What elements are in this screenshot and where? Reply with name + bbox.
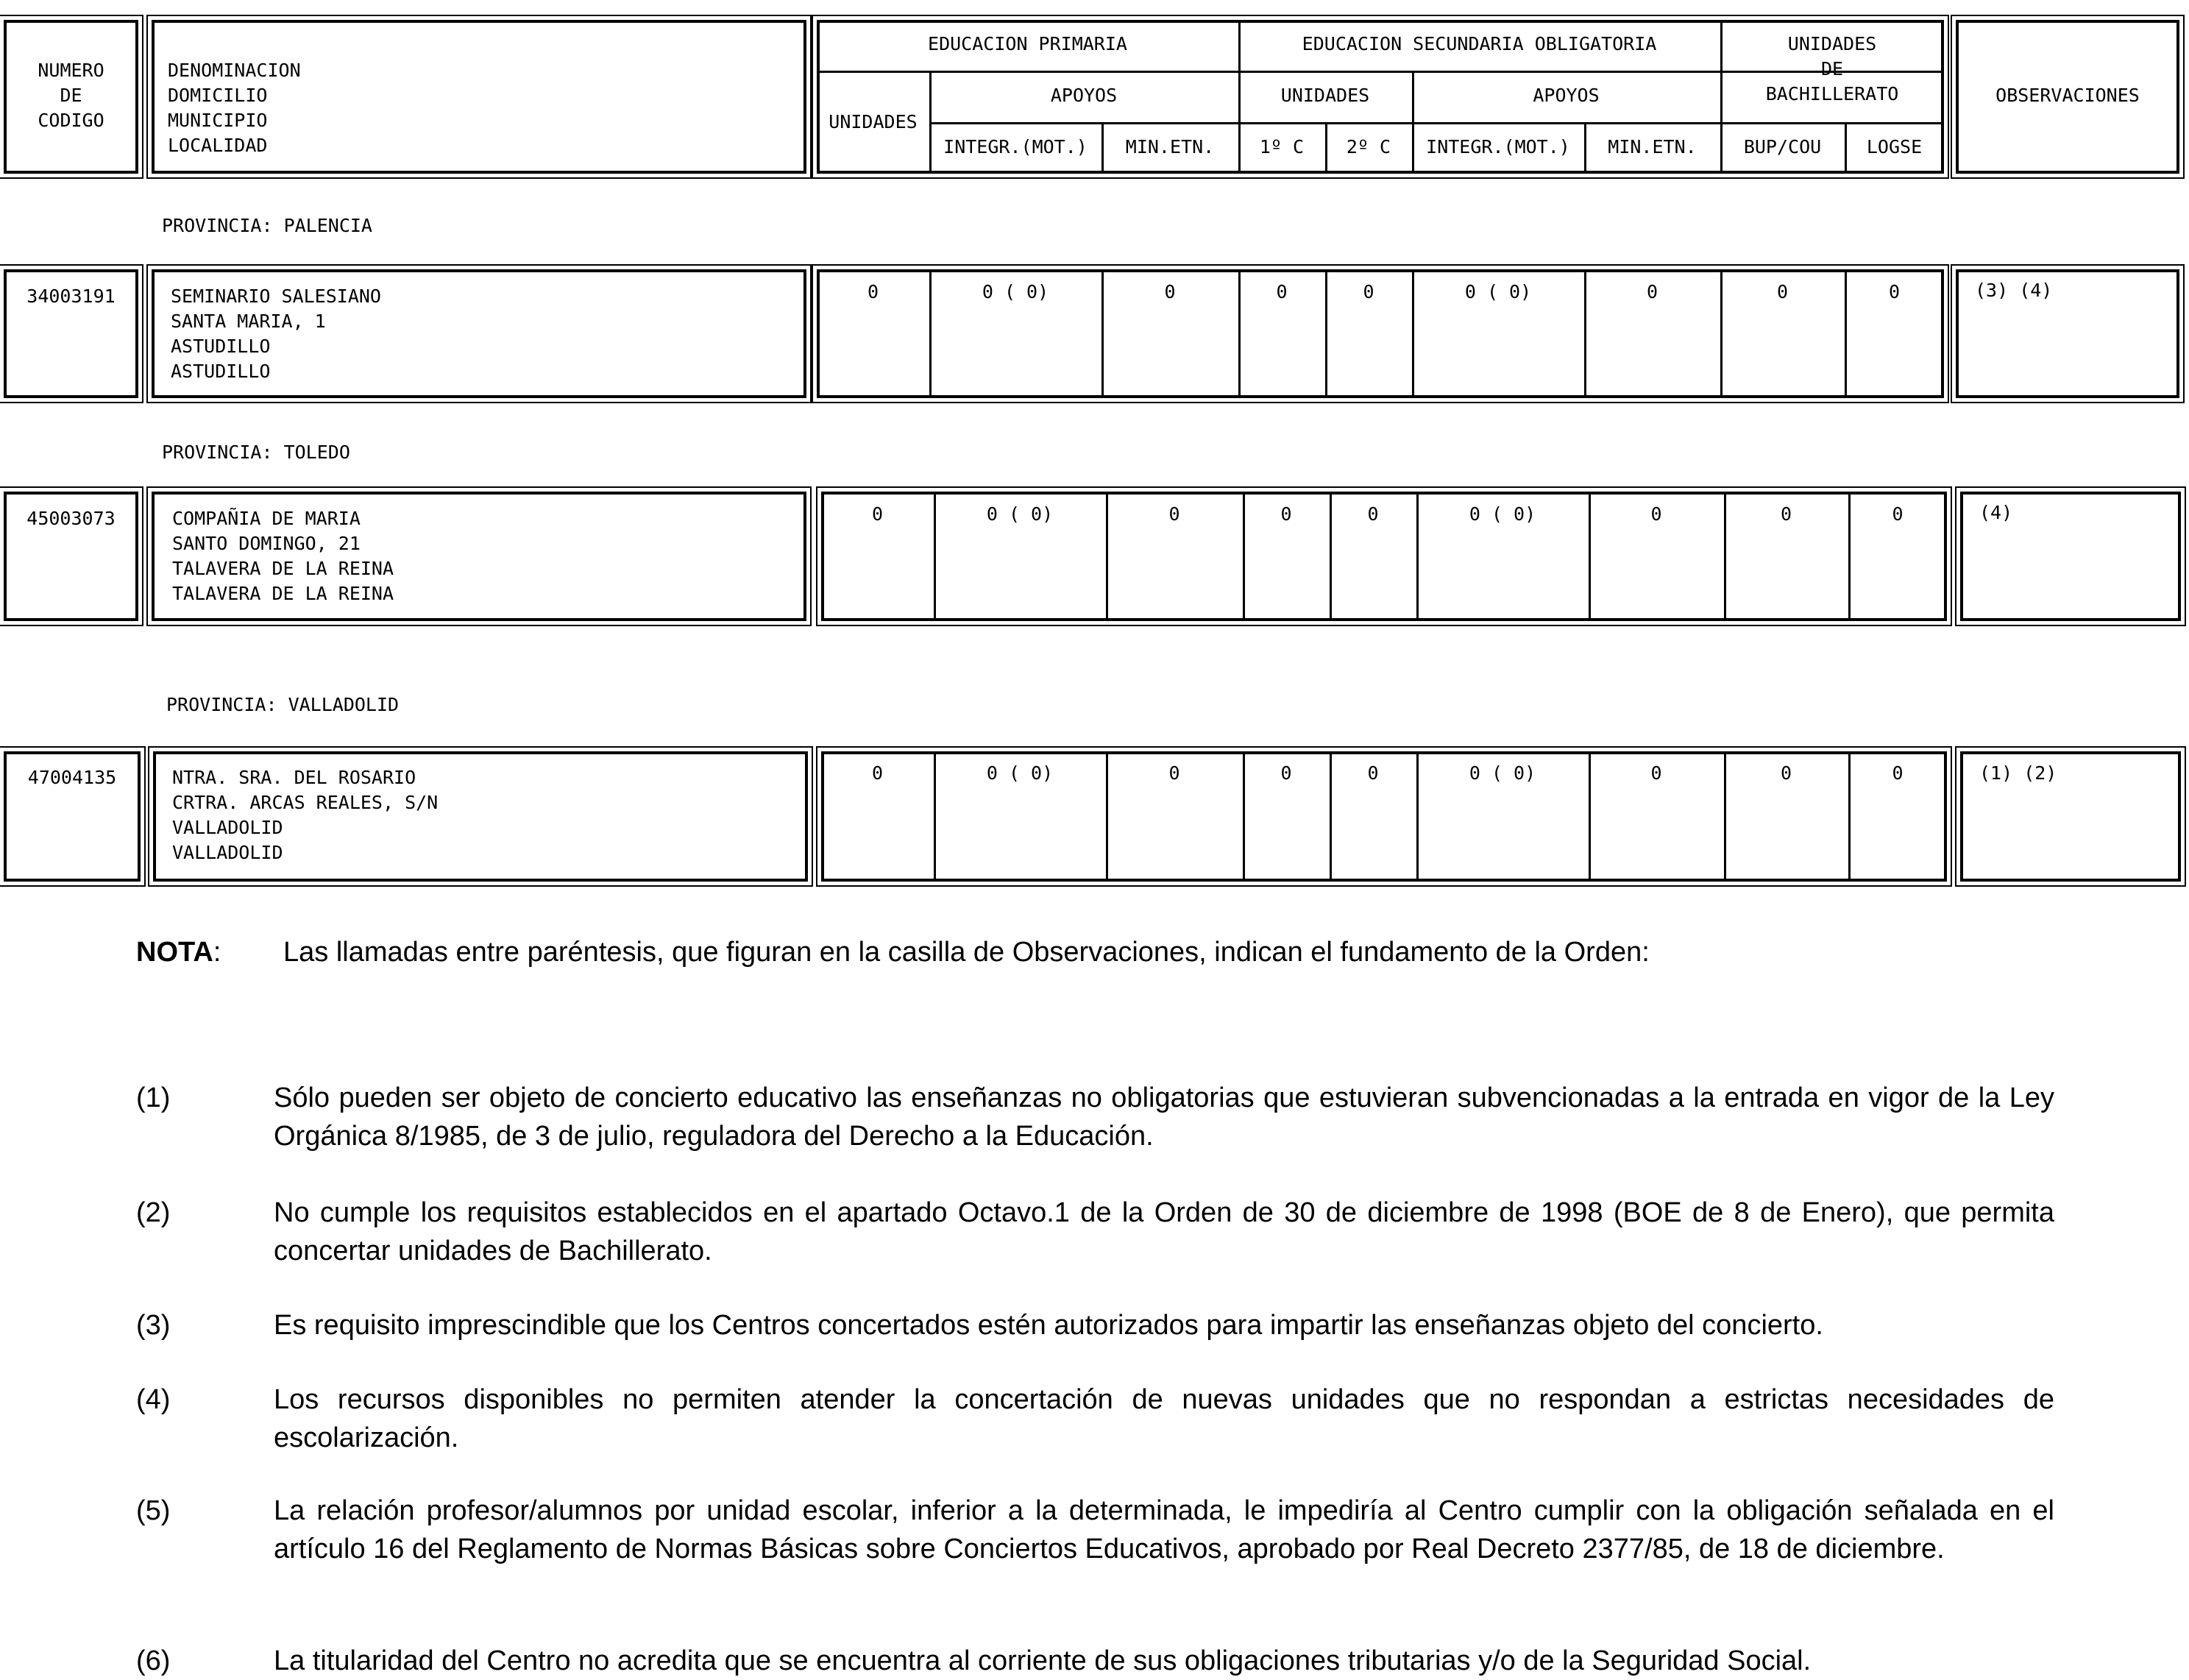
cell-eso-minetn: 0 (1650, 503, 1662, 525)
cell-2c: 0 (1367, 503, 1379, 525)
footnote-text: Es requisito imprescindible que los Centros concertados estén autorizados para impartir las enseñanzas objeto del concierto. (274, 1310, 1823, 1341)
header-eso: EDUCACION SECUNDARIA OBLIGATORIA (1302, 33, 1657, 54)
cell-1c: 0 (1280, 503, 1292, 525)
cell-eso-minetn: 0 (1650, 762, 1662, 784)
row-codigo: 45003073 (26, 508, 116, 529)
header-eso-minetn: MIN.ETN. (1608, 136, 1697, 157)
header-eso-unidades: UNIDADES (1280, 85, 1370, 106)
row-denominacion: NTRA. SRA. DEL ROSARIO CRTRA. ARCAS REALES, S/N VALLADOLID VALLADOLID (172, 767, 439, 863)
cell-observaciones: (3) (4) (1975, 280, 2053, 301)
cell-integr: 0 ( 0) (986, 503, 1054, 525)
cell-eso-integr: 0 ( 0) (1464, 281, 1532, 302)
cell-integr: 0 ( 0) (986, 762, 1054, 784)
footnote-text: No cumple los requisitos establecidos en el apartado Octavo.1 de la Orden de 30 de diciembre de 1998 (BOE de 8 de Enero), que permita concertar unidades de Bachillerato. (274, 1197, 2054, 1266)
footnote-number: (1) (136, 1082, 171, 1113)
header-eso-integr: INTEGR.(MOT.) (1426, 136, 1570, 157)
cell-bupcou: 0 (1780, 503, 1792, 525)
cell-unidades: 0 (871, 762, 884, 784)
header-logse: LOGSE (1866, 136, 1923, 157)
cell-logse: 0 (1892, 762, 1904, 784)
cell-bupcou: 0 (1780, 762, 1792, 784)
provincia-label: PROVINCIA: TOLEDO (162, 442, 350, 463)
cell-eso-minetn: 0 (1646, 281, 1658, 302)
cell-eso-integr: 0 ( 0) (1469, 762, 1536, 784)
footnote-text: Sólo pueden ser objeto de concierto educativo las enseñanzas no obligatorias que estuvieran subvencionadas a la entrada en vigor de la Ley Orgánica 8/1985, de 3 de julio, reguladora del Derecho a la Educación. (274, 1082, 2054, 1152)
cell-minetn: 0 (1168, 762, 1180, 784)
footnote-text: Los recursos disponibles no permiten atender la concertación de nuevas unidades que no respondan a estrictas necesidades de escolarización. (274, 1384, 2054, 1453)
header-denominacion-label: DENOMINACION DOMICILIO MUNICIPIO LOCALIDAD (168, 60, 301, 156)
header-numero-label: NUMERO DE CODIGO (38, 60, 104, 131)
cell-2c: 0 (1367, 762, 1379, 784)
header-eso-apoyos: APOYOS (1533, 85, 1600, 106)
header-primaria: EDUCACION PRIMARIA (928, 33, 1127, 54)
cell-1c: 0 (1280, 762, 1292, 784)
cell-logse: 0 (1888, 281, 1901, 302)
nota-colon: : (213, 937, 221, 968)
header-bupcou: BUP/COU (1743, 136, 1822, 157)
cell-bupcou: 0 (1776, 281, 1789, 302)
provincia-label: PROVINCIA: PALENCIA (162, 215, 372, 236)
header-observaciones: OBSERVACIONES (1995, 85, 2140, 106)
row-denominacion: SEMINARIO SALESIANO SANTA MARIA, 1 ASTUDILLO ASTUDILLO (171, 286, 381, 382)
nota-label: NOTA (136, 937, 213, 968)
cell-1c: 0 (1276, 281, 1288, 302)
header-unidades: UNIDADES (829, 111, 918, 132)
header-bachillerato: UNIDADES DE BACHILLERATO (1765, 33, 1899, 104)
footnote-number: (6) (136, 1645, 171, 1676)
nota-heading (136, 937, 221, 968)
header-1c: 1º C (1259, 136, 1305, 157)
header-apoyos: APOYOS (1050, 85, 1118, 106)
footnote-number: (5) (136, 1495, 171, 1526)
footnote-number: (3) (136, 1310, 171, 1341)
footnote-text: La titularidad del Centro no acredita que se encuentra al corriente de sus obligaciones tributarias y/o de la Seguridad Social. (274, 1645, 1812, 1676)
cell-observaciones: (4) (1979, 502, 2013, 523)
row-denominacion: COMPAÑIA DE MARIA SANTO DOMINGO, 21 TALAVERA DE LA REINA TALAVERA DE LA REINA (172, 508, 394, 604)
row-codigo: 34003191 (26, 286, 116, 307)
footnote-number: (2) (136, 1197, 171, 1228)
provincia-label: PROVINCIA: VALLADOLID (166, 694, 400, 715)
row-codigo: 47004135 (27, 767, 117, 788)
header-integr: INTEGR.(MOT.) (943, 136, 1088, 157)
cell-unidades: 0 (871, 503, 884, 525)
nota-text: Las llamadas entre paréntesis, que figuran en la casilla de Observaciones, indican el fundamento de la Orden: (283, 937, 1650, 968)
cell-integr: 0 ( 0) (982, 281, 1049, 302)
cell-2c: 0 (1363, 281, 1374, 302)
footnote-number: (4) (136, 1384, 171, 1415)
cell-minetn: 0 (1168, 503, 1180, 525)
cell-eso-integr: 0 ( 0) (1469, 503, 1536, 525)
cell-minetn: 0 (1164, 281, 1176, 302)
cell-logse: 0 (1892, 503, 1904, 525)
header-2c: 2º C (1346, 136, 1391, 157)
cell-unidades: 0 (867, 281, 879, 302)
header-minetn: MIN.ETN. (1125, 136, 1215, 157)
cell-observaciones: (1) (2) (1979, 762, 2057, 784)
footnote-text: La relación profesor/alumnos por unidad escolar, inferior a la determinada, le impediría al Centro cumplir con la obligación señalada en el artículo 16 del Reglamento de Normas Básicas sobre Conciertos Educativos, aprobado por Real Decreto 2377/85, de 18 de diciembre. (274, 1495, 2054, 1564)
